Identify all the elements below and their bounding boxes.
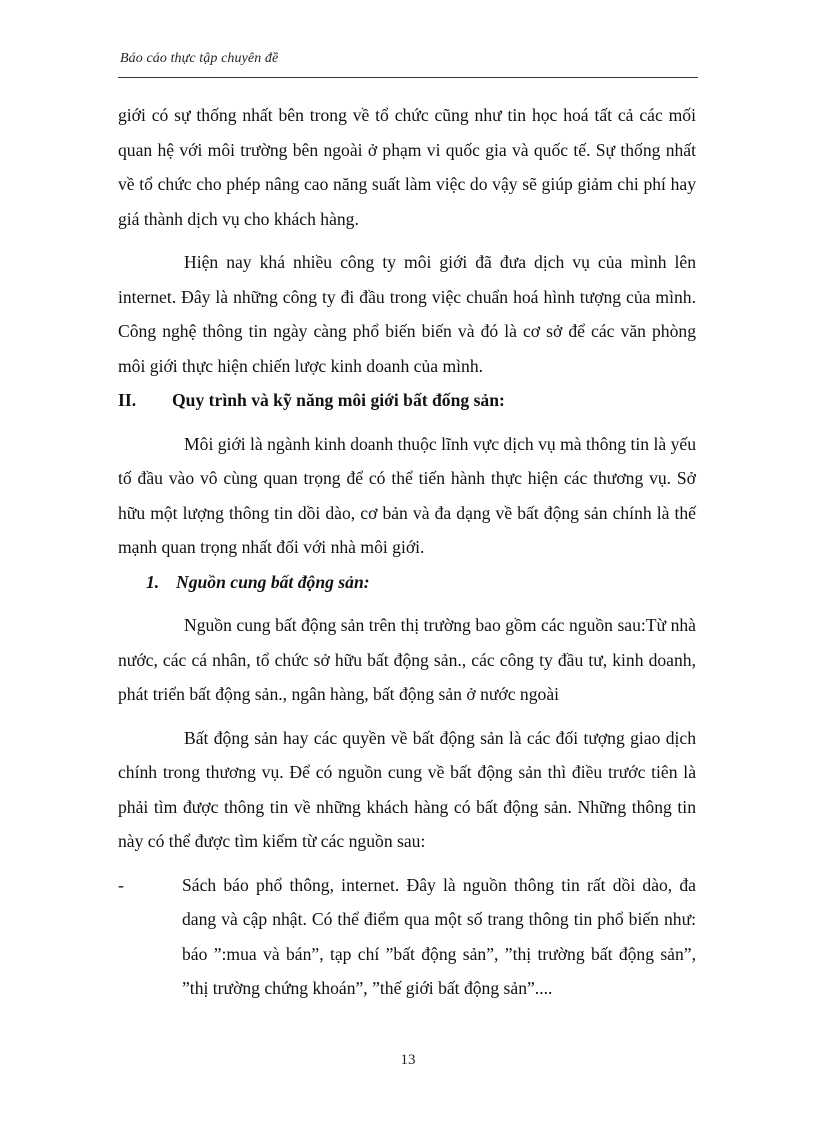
bullet-text: Sách báo phổ thông, internet. Đây là nguồn thông tin rất dồi dào, đa dang và cập nhật. Có thể điểm qua một số trang thông tin phổ biến như: báo ”:mua và bán”, tạp chí ”bất động sản”, ”thị trường bất động sản”, ”thị trường chứng khoán”, ”thế giới bất động sản”....	[182, 874, 696, 998]
paragraph-internet: Hiện nay khá nhiều công ty môi giới đã đưa dịch vụ của mình lên internet. Đây là những công ty đi đầu trong việc chuẩn hoá hình tượng của mình. Công nghệ thông tin ngày càng phổ biến biến và đó là cơ sở để các văn phòng môi giới thực hiện chiến lược kinh doanh của mình.	[118, 252, 696, 376]
page-body	[118, 98, 696, 1006]
paragraph-bat-dong-san: Bất động sản hay các quyền về bất động sản là các đối tượng giao dịch chính trong thương vụ. Để có nguồn cung về bất động sản thì điều trước tiên là phải tìm được thông tin về những khách hàng có bất động sản. Những thông tin này có thể được tìm kiếm từ các nguồn sau:	[118, 727, 696, 851]
section-number: II.	[118, 390, 137, 410]
paragraph-moi-gioi: Môi giới là ngành kinh doanh thuộc lĩnh vực dịch vụ mà thông tin là yếu tố đầu vào vô cùng quan trọng để có thể tiến hành thực hiện các thương vụ. Sở hữu một lượng thông tin dồi dào, cơ bản và đa dạng về bất động sản chính là thế mạnh quan trọng nhất đối với nhà môi giới.	[118, 433, 696, 557]
section-title: Quy trình và kỹ năng môi giới bất đống sản:	[172, 390, 505, 410]
running-header: Báo cáo thực tập chuyên đề	[120, 51, 279, 66]
page-number: 13	[400, 1052, 416, 1068]
subsection-number: 1.	[146, 571, 160, 592]
paragraph-nguon-cung: Nguồn cung bất động sản trên thị trường bao gồm các nguồn sau:Từ nhà nước, các cá nhân, tổ chức sở hữu bất động sản., các công ty đầu tư, kinh doanh, phát triển bất động sản., ngân hàng, bất động sản ở nước ngoài	[118, 615, 696, 704]
paragraph-continuation: giới có sự thống nhất bên trong về tổ chức cũng như tin học hoá tất cả các mối quan hệ với môi trường bên ngoài ở phạm vi quốc gia và quốc tế. Sự thống nhất về tổ chức cho phép nâng cao năng suất làm việc do vậy sẽ giúp giảm chi phí hay giá thành dịch vụ cho khách hàng.	[118, 105, 696, 229]
subsection-title: Nguồn cung bất động sản:	[176, 571, 370, 592]
header-rule	[118, 77, 698, 78]
section-heading-ii	[118, 383, 696, 418]
subsection-heading-1	[118, 565, 696, 600]
bullet-mark: -	[118, 874, 124, 895]
bullet-item	[118, 868, 696, 1006]
